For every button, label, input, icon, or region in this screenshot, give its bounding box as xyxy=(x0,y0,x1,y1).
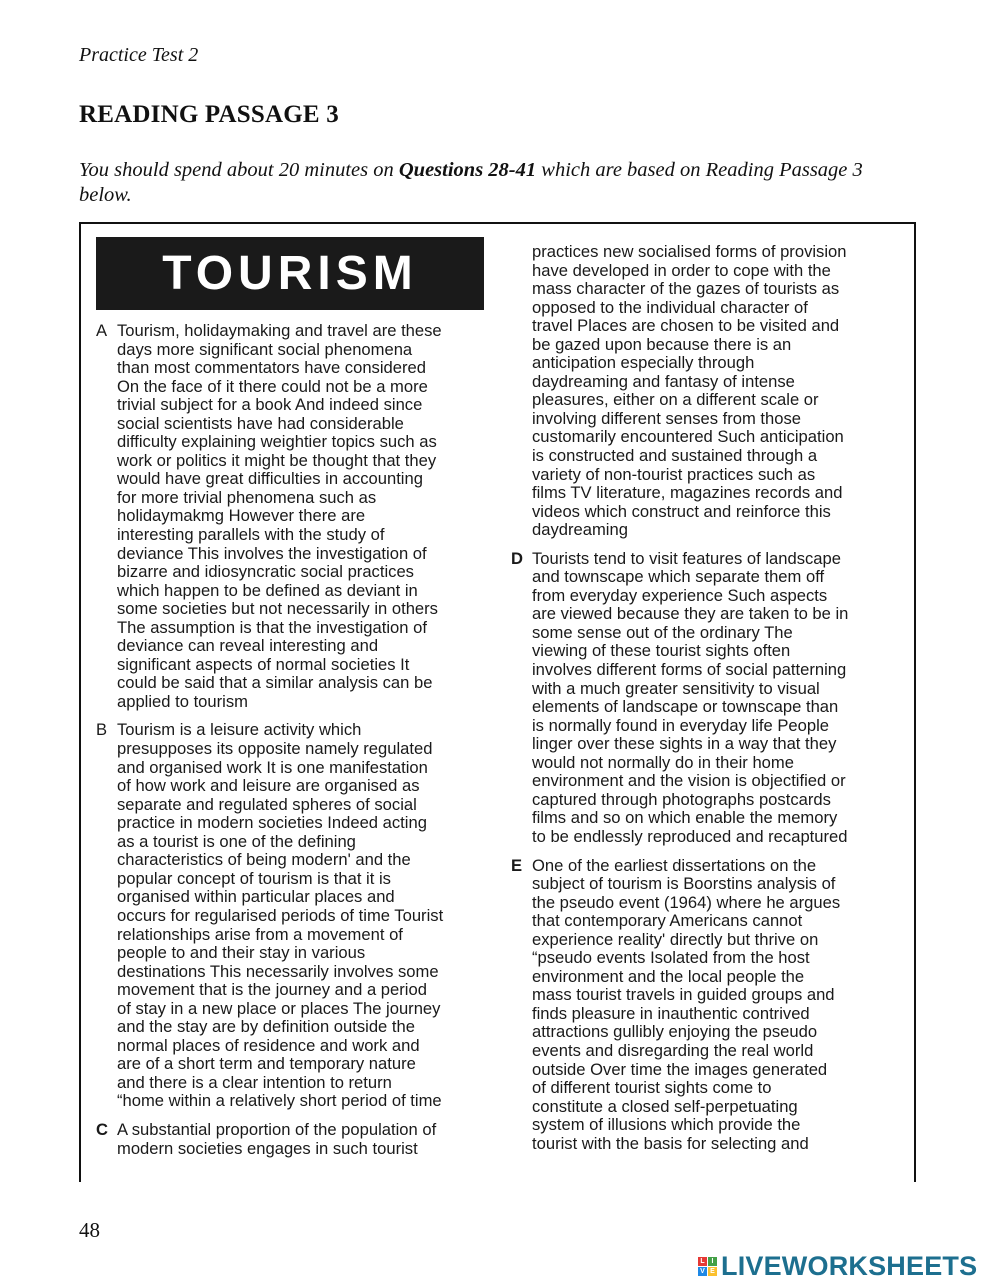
text-line: relationships arise from a movement of xyxy=(117,924,403,944)
header-label: Practice Test 2 xyxy=(79,44,199,66)
text-line: pleasures, either on a different scale or xyxy=(532,390,819,410)
text-line: daydreaming xyxy=(532,520,628,540)
text-line: travel Places are chosen to be visited and xyxy=(532,316,840,336)
text-line: involves different forms of social patterning xyxy=(532,660,847,680)
text-line: practice in modern societies Indeed acting xyxy=(117,813,427,833)
paragraph-letter: E xyxy=(511,855,523,875)
text-line: the pseudo event (1964) where he argues xyxy=(532,892,841,912)
text-line: Tourism, holidaymaking and travel are these xyxy=(117,321,442,340)
text-line: anticipation especially through xyxy=(532,353,755,373)
text-line: with a much greater sensitivity to visual xyxy=(532,678,820,698)
text-line: The assumption is that the investigation of xyxy=(117,617,427,637)
text-line: could be said that a similar analysis can be xyxy=(117,673,433,693)
instruction-questions: Questions 28-41 xyxy=(398,159,537,181)
text-line: some societies but not necessarily in others xyxy=(117,599,438,619)
text-line: viewing of these tourist sights often xyxy=(532,641,791,661)
left-column xyxy=(96,322,496,1158)
text-line: customarily encountered Such anticipation xyxy=(532,427,844,447)
logo-mark-icon xyxy=(698,1257,717,1276)
logo-mark-tile: I xyxy=(708,1257,717,1266)
right-column xyxy=(511,243,896,1153)
text-line: that contemporary Americans cannot xyxy=(532,911,803,931)
paragraph-b xyxy=(96,721,496,1110)
text-line: attractions gullibly enjoying the pseudo xyxy=(532,1022,818,1042)
text-line: significant aspects of normal societies It xyxy=(117,654,410,674)
text-line: interesting parallels with the study of xyxy=(117,525,385,545)
text-line: and there is a clear intention to return xyxy=(117,1072,392,1092)
text-line: films and so on which enable the memory xyxy=(532,808,838,828)
text-line: deviance This involves the investigation of xyxy=(117,543,427,563)
text-line: destinations This necessarily involves some xyxy=(117,961,439,981)
text-line: mass tourist travels in guided groups and xyxy=(532,985,835,1005)
text-line: outside Over time the images generated xyxy=(532,1059,828,1079)
text-line: for more trivial phenomena such as xyxy=(117,487,377,507)
text-line: daydreaming and fantasy of intense xyxy=(532,371,795,391)
text-line: work or politics it might be thought that they xyxy=(117,450,437,470)
text-line: normal places of residence and work and xyxy=(117,1035,420,1055)
text-line: and townscape which separate them off xyxy=(532,567,825,587)
text-line: be gazed upon because there is an xyxy=(532,334,792,354)
text-line: films TV literature, magazines records and xyxy=(532,483,843,503)
logo-mark-tile: L xyxy=(698,1257,707,1266)
text-line: is constructed and sustained through a xyxy=(532,446,818,466)
text-line: subject of tourism is Boorstins analysis of xyxy=(532,874,836,894)
text-line: than most commentators have considered xyxy=(117,358,426,378)
text-line: as a tourist is one of the defining xyxy=(117,831,356,851)
text-line: organised within particular places and xyxy=(117,887,395,907)
text-line: “home within a relatively short period of time xyxy=(117,1091,442,1111)
logo-mark-tile: E xyxy=(708,1267,717,1276)
text-line: trivial subject for a book And indeed since xyxy=(117,395,423,415)
text-line: people to and their stay in various xyxy=(117,943,366,963)
paragraph-a xyxy=(96,322,496,711)
text-line: occurs for regularised periods of time Tourist xyxy=(117,905,444,925)
text-line: variety of non-tourist practices such as xyxy=(532,464,816,484)
text-line: movement that is the journey and a period xyxy=(117,980,427,1000)
text-line: some sense out of the ordinary The xyxy=(532,622,793,642)
text-line: deviance can reveal interesting and xyxy=(117,636,379,656)
text-line: practices new socialised forms of provision xyxy=(532,242,847,261)
text-line: finds pleasure in inauthentic contrived xyxy=(532,1003,810,1023)
paragraph-d xyxy=(511,550,896,847)
text-line: environment and the local people the xyxy=(532,966,805,986)
text-line: days more significant social phenomena xyxy=(117,339,413,359)
text-line: opposed to the individual character of xyxy=(532,297,808,317)
paragraph-letter: B xyxy=(96,720,108,740)
instruction-text-end: which are based on Reading Passage 3 below. xyxy=(79,159,863,206)
paragraph-continued xyxy=(511,243,896,540)
text-line: linger over these sights in a way that they xyxy=(532,734,837,754)
text-line: is normally found in everyday life People xyxy=(532,715,830,735)
instructions xyxy=(79,158,919,208)
text-line: popular concept of tourism is that it is xyxy=(117,868,391,888)
text-line: elements of landscape or townscape than xyxy=(532,697,839,717)
text-line: and the stay are by definition outside the xyxy=(117,1017,415,1037)
text-line: On the face of it there could not be a more xyxy=(117,376,428,396)
text-line: characteristics of being modern' and the xyxy=(117,850,411,870)
text-line: would have great difficulties in accounting xyxy=(117,469,423,489)
text-line: constitute a closed self-perpetuating xyxy=(532,1096,798,1116)
paragraph-c xyxy=(96,1121,496,1158)
text-line: “pseudo events Isolated from the host xyxy=(532,948,810,968)
text-line: of stay in a new place or places The journey xyxy=(117,998,441,1018)
text-line: and organised work It is one manifestation xyxy=(117,757,428,777)
logo-text: LIVEWORKSHEETS xyxy=(721,1251,978,1281)
text-line: Tourism is a leisure activity which xyxy=(117,720,362,740)
text-line: environment and the vision is objectified or xyxy=(532,771,846,791)
text-line: separate and regulated spheres of social xyxy=(117,794,417,814)
text-line: modern societies engages in such tourist xyxy=(117,1138,418,1158)
text-line: of different tourist sights come to xyxy=(532,1078,772,1098)
text-line: are viewed because they are taken to be in xyxy=(532,604,849,624)
text-line: presupposes its opposite namely regulated xyxy=(117,739,433,759)
text-line: events and disregarding the real world xyxy=(532,1040,814,1060)
text-line: tourist with the basis for selecting and xyxy=(532,1133,809,1153)
text-line: which happen to be defined as deviant in xyxy=(117,580,418,600)
text-line: to be endlessly reproduced and recaptured xyxy=(532,826,848,846)
liveworksheets-logo[interactable] xyxy=(698,1251,977,1282)
text-line: captured through photographs postcards xyxy=(532,789,831,809)
text-line: A substantial proportion of the population of xyxy=(117,1119,437,1139)
text-line: of how work and leisure are organised as xyxy=(117,776,420,796)
text-line: bizarre and idiosyncratic social practices xyxy=(117,562,414,582)
text-line: social scientists have had considerable xyxy=(117,413,404,433)
paragraph-e xyxy=(511,857,896,1154)
text-line: experience reality' directly but thrive on xyxy=(532,929,819,949)
text-line: holidaymakmg However there are xyxy=(117,506,366,526)
passage-title: READING PASSAGE 3 xyxy=(79,101,339,128)
text-line: have developed in order to cope with the xyxy=(532,260,831,280)
text-line: system of illusions which provide the xyxy=(532,1115,801,1135)
text-line: would not normally do in their home xyxy=(532,752,794,772)
text-line: are of a short term and temporary nature xyxy=(117,1054,416,1074)
text-line: involving different senses from those xyxy=(532,408,802,428)
instruction-text: You should spend about 20 minutes on xyxy=(79,159,399,181)
text-line: Tourists tend to visit features of landscape xyxy=(532,548,841,568)
text-line: from everyday experience Such aspects xyxy=(532,585,828,605)
paragraph-letter: D xyxy=(511,548,523,568)
article-title-banner: TOURISM xyxy=(96,237,484,310)
paragraph-letter: A xyxy=(96,321,108,340)
page-number: 48 xyxy=(79,1218,100,1242)
text-line: videos which construct and reinforce this xyxy=(532,501,831,521)
text-line: mass character of the gazes of tourists as xyxy=(532,279,840,299)
text-line: One of the earliest dissertations on the xyxy=(532,855,817,875)
text-line: difficulty explaining weightier topics such as xyxy=(117,432,437,452)
logo-mark-tile: V xyxy=(698,1267,707,1276)
paragraph-letter: C xyxy=(96,1119,108,1139)
text-line: applied to tourism xyxy=(117,691,248,711)
